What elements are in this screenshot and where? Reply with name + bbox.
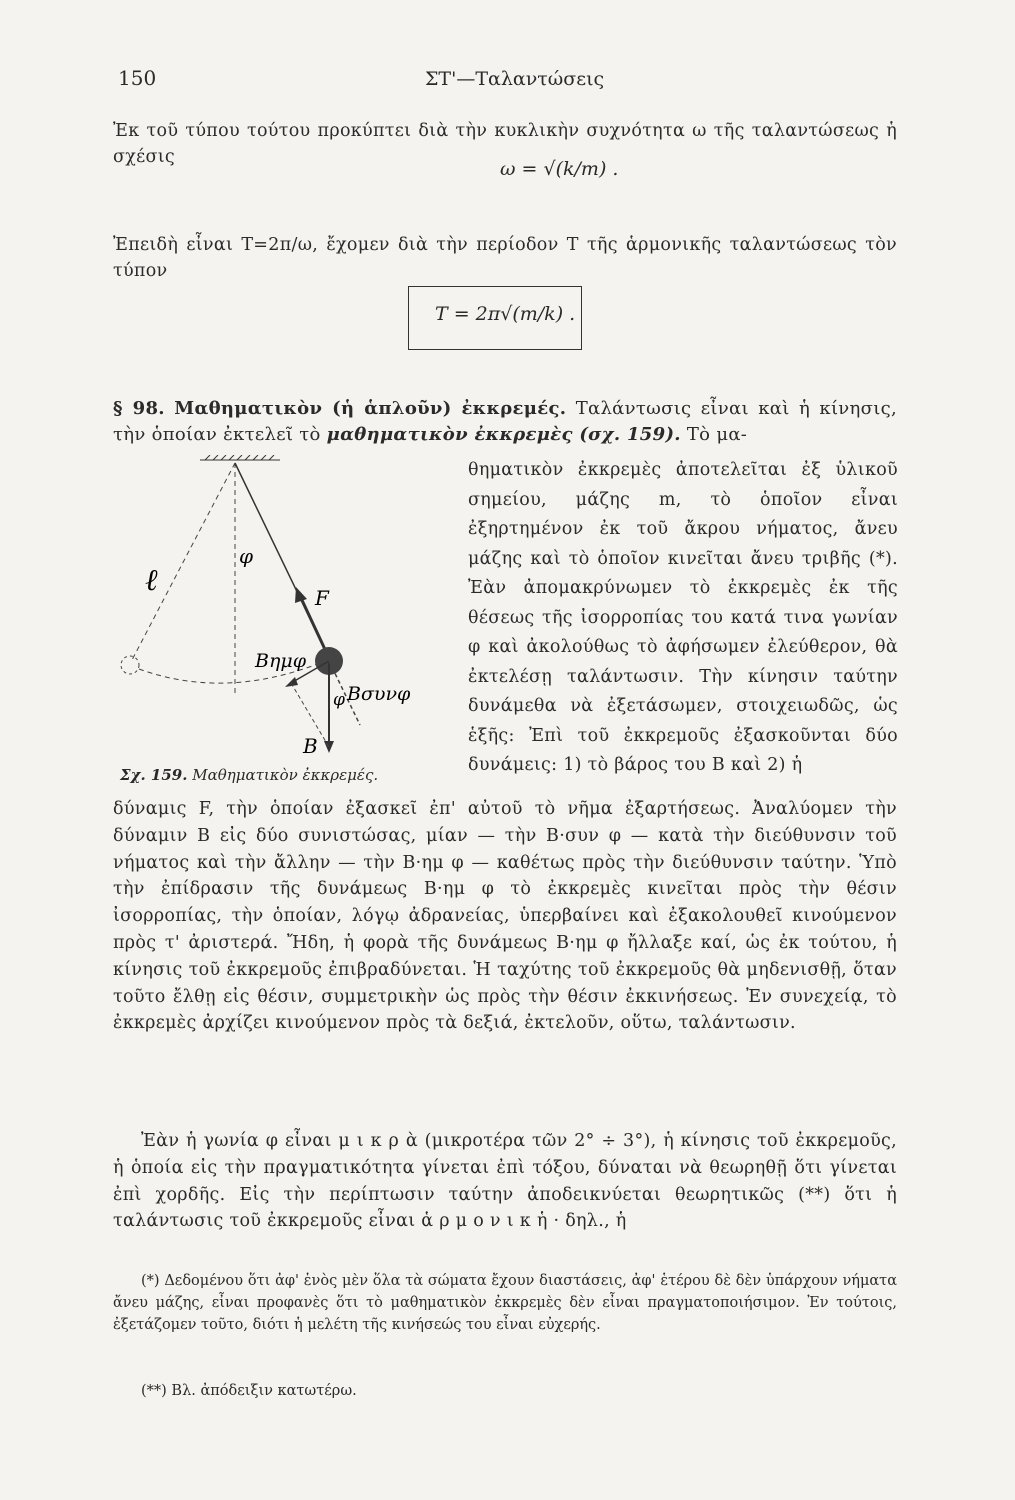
label-phi-low: φ <box>333 690 345 710</box>
page-number: 150 <box>118 66 157 90</box>
B-sin-arrowhead <box>285 677 298 687</box>
label-phi-top: φ <box>239 544 254 568</box>
section-title: Μαθηματικὸν (ἡ ἁπλοῦν) ἐκκρεμές. <box>174 398 567 419</box>
footnote-2 <box>113 1380 897 1402</box>
body-paragraph-1-text: δύναμις F, τὴν ὁποίαν ἐξασκεῖ ἐπ' αὐτοῦ τὸ νῆμα ἐξαρτήσεως. Ἀναλύομεν τὴν δύναμιν B εἰς δύο συνιστώσας, μίαν — τὴν B·συν φ — κατὰ τὴν διεύθυνσιν τοῦ νήματος καὶ τὴν ἄλλην — τὴν B·ημ φ — καθέτως πρὸς τὴν διεύθυνσιν ταύτην. Ὑπὸ τὴν ἐπίδρασιν τῆς δυνάμεως B·ημ φ τὸ ἐκκρεμὲς κινεῖται πρὸς τὴν θέσιν ἰσορροπίας, τὴν ὁποίαν, λόγῳ ἀδρανείας, ὑπερβαίνει καὶ ἐξακολουθεῖ κινούμενον πρὸς τ' ἀριστερά. Ἤδη, ἡ φορὰ τῆς δυνάμεως B·ημ φ ἤλλαξε καί, ὡς ἐκ τούτου, ἡ κίνησις τοῦ ἐκκρεμοῦς ἐπιβραδύνεται. Ἡ ταχύτης τοῦ ἐκκρεμοῦς θὰ μηδενισθῇ, ὅταν τοῦτο ἔλθῃ εἰς θέσιν, συμμετρικὴν ὡς πρὸς τὴν θέσιν ἐκκινήσεως. Ἐν συνεχείᾳ, τὸ ἐκκρεμὲς ἀρχίζει κινούμενον πρὸς τὰ δεξιά, ἐκτελοῦν, οὕτω, ταλάντωσιν. <box>113 799 897 1034</box>
left-dashed-string <box>132 463 235 660</box>
caption-text: Μαθηματικὸν ἐκκρεμές. <box>192 766 379 784</box>
section-intro-tail: Τὸ μα- <box>686 424 748 445</box>
section-intro <box>113 396 897 448</box>
figure-caption <box>120 766 378 784</box>
label-l: ℓ <box>145 563 158 598</box>
footnote-2-text: (**) Βλ. ἀπόδειξιν κατωτέρω. <box>141 1383 357 1399</box>
footnote-1-text: (*) Δεδομένου ὅτι ἀφ' ἑνὸς μὲν ὅλα τὰ σώματα ἔχουν διαστάσεις, ἀφ' ἑτέρου δὲ δὲν ὑπάρχουν νήματα ἄνευ μάζης, εἶναι προφανὲς ὅτι τὸ μαθηματικὸν ἐκκρεμὲς δὲν εἶναι πραγματοποιήσιμον. Ἐν τούτοις, ἐξετάζομεν τοῦτο, διότι ἡ μελέτη τῆς κινήσεώς του εἶναι εὐχερής. <box>113 1273 897 1333</box>
label-B: B <box>303 734 318 758</box>
body-paragraph-2 <box>113 1128 897 1235</box>
section-number: § 98. <box>113 398 165 419</box>
omega-formula: ω = √(k/m) . <box>500 158 619 180</box>
label-B-cos: Bσυνφ <box>347 683 411 705</box>
running-title: ΣΤ'—Ταλαντώσεις <box>425 68 605 90</box>
section-intro-text: Ταλάντωσις εἶναι καὶ ἡ κίνησις, τὴν ὁποίαν ἐκτελεῖ τὸ <box>113 398 897 445</box>
period-paragraph <box>113 232 897 284</box>
body-paragraph-2-text: Ἐὰν ἡ γωνία φ εἶναι μ ι κ ρ ὰ (μικροτέρα τῶν 2° ÷ 3°), ἡ κίνησις τοῦ ἐκκρεμοῦς, ἡ ὁποία εἰς τὴν πραγματικότητα γίνεται ἐπὶ τόξου, δύναται νὰ θεωρηθῇ ὅτι γίνεται ἐπὶ χορδῆς. Εἰς τὴν περίπτωσιν ταύτην ἀποδεικνύεται θεωρητικῶς (**) ὅτι ἡ ταλάντωσις τοῦ ἐκκρεμοῦς εἶναι ἁ ρ μ ο ν ι κ ἡ · δηλ., ἡ <box>113 1131 897 1232</box>
tension-arrowhead <box>295 587 307 603</box>
period-line: Ἐπειδὴ εἶναι T=2π/ω, ἔχομεν διὰ τὴν περίοδον T τῆς ἁρμονικῆς ταλαντώσεως τὸν τύπον <box>113 235 897 281</box>
ceiling-hatching <box>200 455 280 460</box>
section-float-text <box>468 456 898 781</box>
section-float-paragraph: θηματικὸν ἐκκρεμὲς ἀποτελεῖται ἐξ ὑλικοῦ σημείου, μάζης m, τὸ ὁποῖον εἶναι ἐξηρτημένον ἐκ τοῦ ἄκρου νήματος, ἄνευ μάζης καὶ τὸ ὁποῖον κινεῖται ἄνευ τριβῆς (*). Ἐὰν ἀπομακρύνωμεν τὸ ἐκκρεμὲς ἐκ τῆς θέσεως τῆς ἰσορροπίας του κατά τινα γωνίαν φ καὶ ἀκολούθως τὸ ἀφήσωμεν ἐλεύθερον, θὰ ἐκτελέσῃ ταλάντωσιν. Τὴν κίνησιν ταύτην δυνάμεθα νὰ ἐξετάσωμεν, στοιχειωδῶς, ὡς ἑξῆς: Ἐπὶ τοῦ ἐκκρεμοῦς ἐξασκοῦνται δύο δυνάμεις: 1) τὸ βάρος του B καὶ 2) ἡ <box>468 460 898 775</box>
section-intro-emphasis: μαθηματικὸν ἐκκρεμὲς (σχ. 159). <box>326 424 681 445</box>
intro-line: Ἐκ τοῦ τύπου τούτου προκύπτει διὰ τὴν κυκλικὴν συχνότητα ω τῆς ταλαντώσεως ἡ σχέσις <box>113 121 897 167</box>
label-F: F <box>315 586 329 610</box>
period-formula-box <box>408 286 582 350</box>
label-B-sin: Bημφ <box>255 650 306 672</box>
period-formula: T = 2π√(m/k) . <box>435 303 576 325</box>
caption-number: Σχ. 159. <box>120 766 188 784</box>
footnote-1 <box>113 1270 897 1336</box>
pendulum-figure <box>115 455 465 785</box>
left-dashed-bob <box>121 656 139 674</box>
body-paragraph-1 <box>113 796 897 1037</box>
